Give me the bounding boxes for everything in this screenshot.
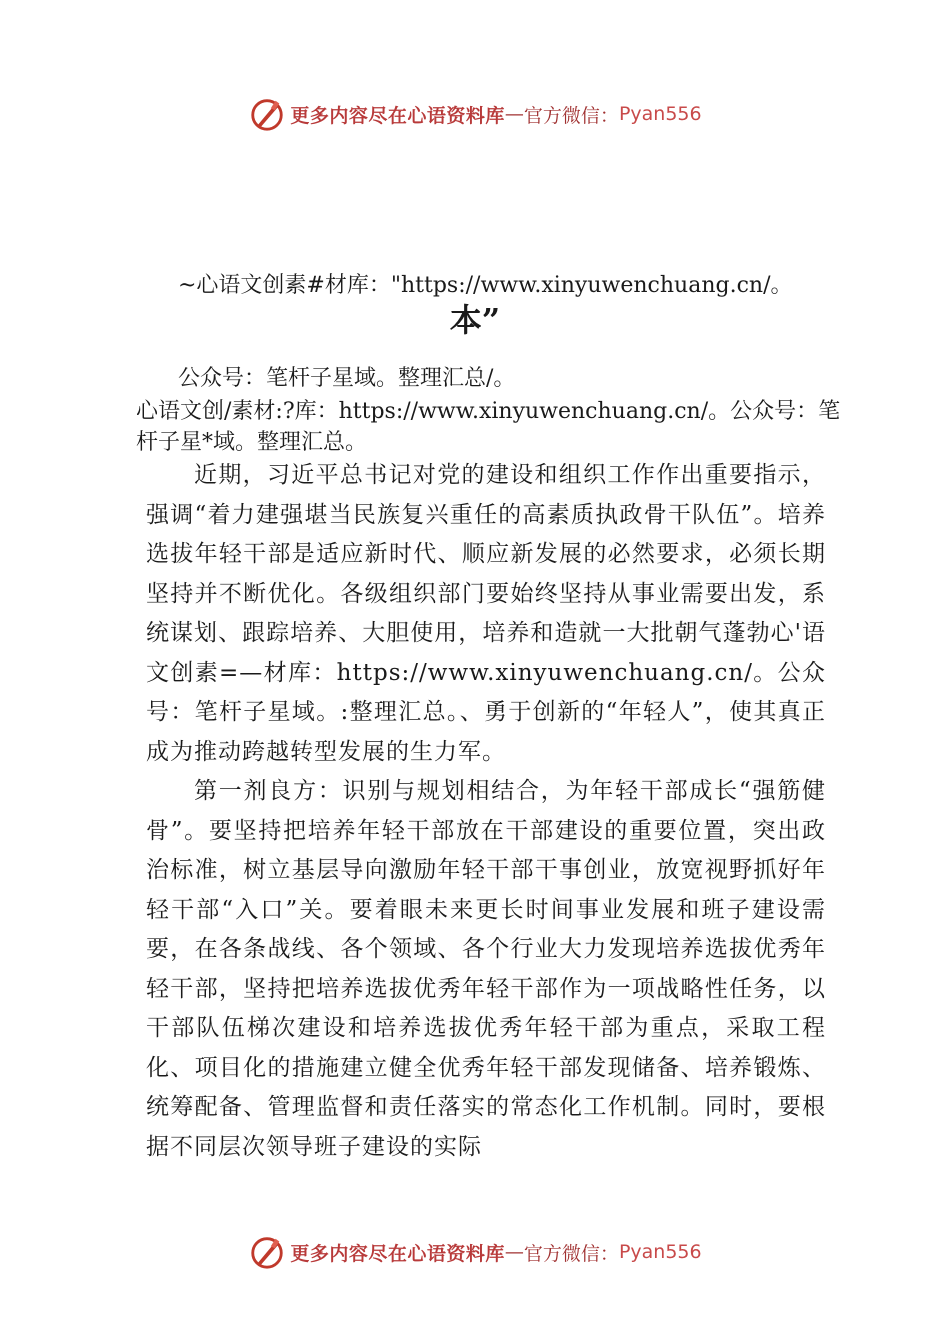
banner-wechat-id: Pyan556 — [618, 1241, 702, 1263]
banner-wechat-id: Pyan556 — [618, 103, 702, 125]
source-line: 心语文创/素材:?库：https://www.xinyuwenchuang.cn/。公众号：笔杆子星*域。整理汇总。 — [136, 399, 841, 455]
banner-dash: — — [504, 103, 524, 125]
logo-quill-icon — [248, 95, 286, 133]
document-title: 本” — [449, 301, 501, 339]
logo-quill-icon — [248, 1233, 286, 1271]
banner-main-text: 更多内容尽在心语资料库 — [290, 104, 505, 127]
paragraph-2: 第一剂良方：识别与规划相结合，为年轻干部成长“强筋健骨”。要坚持把培养年轻干部放在干部建设的重要位置，突出政治标准，树立基层导向激励年轻干部干事创业，放宽视野抓好年轻干部“入口”关。要着眼未来更长时间事业发展和班子建设需要，在各条战线、各个领域、各个行业大力发现培养选拔优秀年轻干部，坚持把培养选拔优秀年轻干部作为一项战略性任务，以干部队伍梯次建设和培养选拔优秀年轻干部为重点，采取工程化、项目化的措施建立健全优秀年轻干部发现储备、培养锻炼、统筹配备、管理监督和责任落实的常态化工作机制。同时，要根据不同层次领导班子建设的实际 — [146, 778, 826, 1160]
header-banner — [0, 94, 950, 134]
document-body — [146, 456, 826, 1167]
banner-official-label: 官方微信： — [523, 1242, 619, 1265]
footer-banner — [0, 1232, 950, 1272]
paragraph-1: 近期，习近平总书记对党的建设和组织工作作出重要指示，强调“着力建强堪当民族复兴重任的高素质执政骨干队伍”。培养选拔年轻干部是适应新时代、顺应新发展的必然要求，必须长期坚持并不断优化。各级组织部门要始终坚持从事业需要出发，系统谋划、跟踪培养、大胆使用，培养和造就一大批朝气蓬勃心'语文创素=—材库：https://www.xinyuwenchuang.cn/。公众号：笔杆子星域。:整理汇总。、勇于创新的“年轻人”，使其真正成为推动跨越转型发展的生力军。 — [146, 462, 826, 765]
banner-official-label: 官方微信： — [523, 104, 619, 127]
intro-line-2: 公众号：笔杆子星域。整理汇总/。 — [178, 366, 516, 391]
banner-main-text: 更多内容尽在心语资料库 — [290, 1242, 505, 1265]
banner-dash: — — [504, 1241, 524, 1263]
intro-line-1: ~心语文创素#材库："https://www.xinyuwenchuang.cn/。 — [178, 273, 793, 298]
